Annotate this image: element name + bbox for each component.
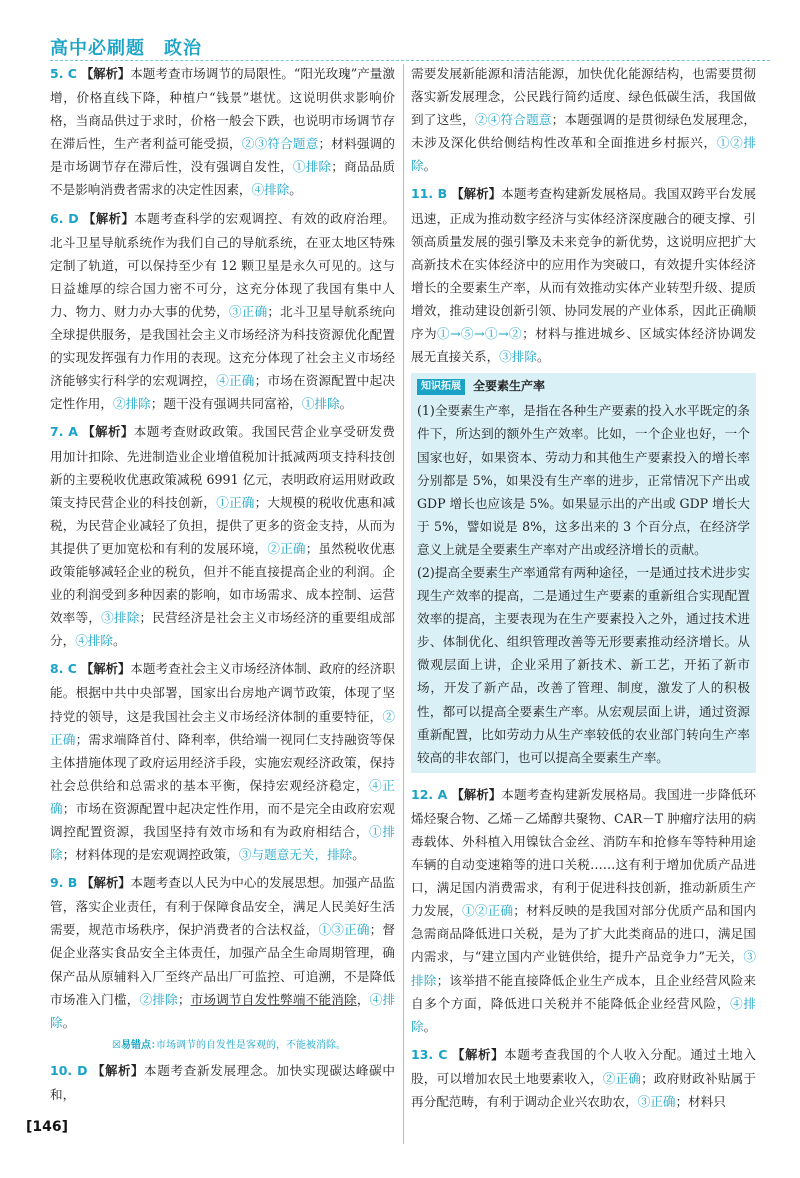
answer-q12 <box>411 783 756 1038</box>
error-prone-note <box>112 1039 395 1053</box>
answer-text: 。 <box>289 182 302 198</box>
verdict-highlight: ④正确 <box>216 373 255 389</box>
answer-text: ；材料反映的是我国对部分优质产品和国内急需商品降低进口关税，是为了扩大此类商品的进口，满足国内需求，与“建立国内产业链供给，提升产品竞争力”无关， <box>411 903 757 965</box>
verdict-highlight: ④排除 <box>50 991 396 1030</box>
verdict-highlight: ③正确 <box>637 1094 676 1110</box>
answer-q6 <box>50 207 395 416</box>
answer-q8 <box>50 657 395 866</box>
answer-q10 <box>50 1059 395 1106</box>
answer-text: ；政府财政补贴属于再分配范畴，有利于调动企业兴农助农， <box>411 1070 757 1110</box>
answer-text: 。 <box>62 1014 76 1030</box>
answer-text: 需要发展新能源和清洁能源，加快优化能源结构，也需要贯彻落实新发展理念，公民践行简约适度、绿色低碳生活，我国做到了这些， <box>411 66 756 128</box>
verdict-highlight: ②正确 <box>602 1070 642 1086</box>
verdict-highlight: ④正确 <box>50 777 396 816</box>
verdict-highlight: ①排除 <box>50 824 396 863</box>
answer-text: ；虽然税收优惠政策能够减轻企业的税负，但并不能直接提高企业的利润。企业的利润受到多种因素的影响，如市场需求、成本控制、运营效率等， <box>50 540 396 626</box>
analysis-tag: 【解析】 <box>451 187 502 202</box>
question-number: 6. D <box>50 210 79 226</box>
knowledge-extension-box <box>411 373 756 773</box>
answer-text: 本题考查我国的个人收入分配。通过土地入股，可以增加农民土地要素收入， <box>411 1046 756 1086</box>
right-column <box>411 62 756 1118</box>
error-prone-badge: ☒易错点： <box>112 1039 161 1051</box>
question-number: 5. C <box>50 66 77 81</box>
answer-text: ；市场在资源配置中起决定性作用，而不是完全由政府宏观调控配置资源，我国坚持有效市场和有为政府相结合， <box>50 800 396 839</box>
analysis-tag: 【解析】 <box>92 1063 144 1078</box>
answer-text: ；本题强调的是贯彻绿色发展理念，未涉及深化供给侧结构性改革和全面推进乡村振兴， <box>411 112 757 151</box>
verdict-highlight: ④排除 <box>75 633 113 649</box>
answer-text: ；题干没有强调共同富裕， <box>150 396 302 412</box>
answer-q7 <box>50 420 395 652</box>
answer-text: ；材料强调的是市场调节存在滞后性，没有强调自发性， <box>50 136 396 175</box>
verdict-highlight: ③与题意无关，排除 <box>238 847 353 863</box>
verdict-highlight: ③排除 <box>101 610 140 626</box>
answer-text: 本题考查科学的宏观调控、有效的政府治理。北斗卫星导航系统作为我们自己的导航系统，在亚太地区特殊定制了轨道，可以保持至少有 12 颗卫星是永久可见的。这与日益雄厚的综合国力密不可分，这充分体现了我国有集中人力、物力、财力办大事的优势， <box>50 210 395 319</box>
page-header <box>50 34 770 61</box>
analysis-tag: 【解析】 <box>452 1047 505 1062</box>
knowledge-paragraph-1: (1)全要素生产率，是指在各种生产要素的投入水平既定的条件下，所达到的额外生产效率。比如，一个企业也好，一个国家也好，如果资本、劳动力和其他生产要素投入的增长率分别都是 5%，如果没有生产率的进步，正常情况下产出或 GDP 增长也应该是 5%。如果显示出的产出或 GDP 增长大于 5%，譬如说是 8%，这多出来的 3 个百分点，在经济学意义上就是全要素生产率对产出或经济增长的贡献。 <box>417 403 750 557</box>
question-number: 13. C <box>411 1046 448 1062</box>
answer-text: ， <box>356 991 370 1007</box>
knowledge-paragraph-2: (2)提高全要素生产率通常有两种途径，一是通过技术进步实现生产效率的提高，二是通过生产要素的重新组合实现配置效率的提高，主要表现为在生产要素投入之外，通过技术进步、体制优化、组织管理改善等无形要素推动经济增长。从微观层面上讲，企业采用了新技术、新工艺，开拓了新市场，开发了新产品，改善了管理、制度，激发了人的积极性，都可以提高全要素生产率。从宏观层面上讲，通过资源重新配置，比如劳动力从生产率较低的农业部门转向生产率较高的非农部门，也可以提高全要素生产率。 <box>417 564 750 765</box>
analysis-tag: 【解析】 <box>83 211 135 226</box>
answer-text: 。 <box>352 847 365 863</box>
answer-text: 本题考查构建新发展格局。我国双跨平台发展迅速，正成为推动数字经济与实体经济深度融合的硬支撑、引领高质量发展的强引擎及未来竞争的新优势，这说明应把扩大高新技术在实体经济中的应用作为突破口，有效提升实体经济增长的全要素生产率，从而有效推动实体产业转型升级、提质增效，推动建设创新引领、协同发展的产业体系，因此正确顺序为 <box>411 186 756 342</box>
analysis-tag: 【解析】 <box>82 425 134 440</box>
verdict-highlight: ③排除 <box>499 349 537 365</box>
answer-q13 <box>411 1043 756 1113</box>
answer-text: ；材料体现的是宏观调控政策， <box>62 847 239 863</box>
answer-text: 。 <box>423 1018 437 1034</box>
verdict-highlight: ①正确 <box>216 494 255 510</box>
column-divider <box>403 64 404 1144</box>
answer-text: ；北斗卫星导航系统向全球提供服务，是我国社会主义市场经济为科技资源优化配置的实现发挥强有力作用的表现。这充分体现了社会主义市场经济能够实行科学的宏观调控， <box>50 303 396 389</box>
answer-text: 。 <box>423 158 437 174</box>
answer-text: 本题考查构建新发展格局。我国进一步降低环烯烃聚合物、乙烯－乙烯醇共聚物、CAR－T 肿瘤疗法用的病毒载体、外科植入用镍钛合金丝、消防车和抢修车等特种用途车辆的自动变速箱等的进口关税……这有利于增加优质产品进口，满足国内消费需求，有利于促进科技创新，推动新质生产力发展， <box>411 786 756 919</box>
question-number: 7. A <box>50 424 78 440</box>
question-number: 8. C <box>50 661 77 677</box>
verdict-highlight: ②排除 <box>112 396 151 412</box>
knowledge-title: 全要素生产率 <box>473 379 546 394</box>
answer-q10-continued <box>411 62 756 177</box>
answer-text: 本题考查社会主义市场经济体制、政府的经济职能。根据中共中央部署，国家出台房地产调节政策，体现了坚持党的领导，这是我国社会主义市场经济体制的重要特征， <box>50 661 395 724</box>
answer-text: 。 <box>339 396 353 412</box>
verdict-highlight: ①③正确 <box>318 922 370 938</box>
verdict-highlight: ②④符合题意 <box>474 112 552 128</box>
left-column <box>50 62 395 1111</box>
verdict-highlight: ②③符合题意 <box>241 136 319 152</box>
analysis-tag: 【解析】 <box>451 787 502 802</box>
analysis-tag: 【解析】 <box>81 876 131 891</box>
verdict-highlight: ①排除 <box>301 396 340 412</box>
verdict-highlight: ①→⑤→①→② <box>437 326 523 342</box>
answer-text: ；商品品质不是影响消费者需求的决定性因素， <box>50 159 396 198</box>
answer-text: ；民营经济是社会主义市场经济的重要组成部分， <box>50 610 396 649</box>
verdict-highlight: ②排除 <box>139 991 178 1007</box>
analysis-tag: 【解析】 <box>81 662 131 677</box>
page-number-value: 146 <box>32 1119 62 1135</box>
knowledge-badge: 知识拓展 <box>417 379 465 395</box>
question-number: 11. B <box>411 186 448 202</box>
answer-text: ；该举措不能直接降低企业生产成本，且企业经营风险来自多个方面，降低进口关税并不能降低企业经营风险， <box>411 972 757 1011</box>
analysis-tag: 【解析】 <box>81 67 131 81</box>
answer-text: ；督促企业落实食品安全主体责任，加强产品全生命周期管理，确保产品从原辅料入厂至终产品出厂可监控、可追溯，不是降低市场准入门槛， <box>50 922 396 1007</box>
answer-text: 本题考查以人民为中心的发展思想。加强产品监管，落实企业责任，有利于保障食品安全，满足人民美好生活需要，规范市场秩序，保护消费者的合法权益， <box>50 875 396 938</box>
underlined-text: 市场调节自发性弊端不能消除 <box>190 991 357 1007</box>
answer-text: ；需求端降首付、降利率，供给端一视同仁支持融资等保主体措施体现了政府运用经济手段，实施宏观经济政策，保持社会总供给和总需求的基本平衡，保持宏观经济稳定， <box>50 731 396 793</box>
verdict-highlight: ④排除 <box>411 995 757 1034</box>
answer-text: ； <box>177 991 191 1007</box>
note-text: 市场调节的自发性是客观的，不能被消除。 <box>156 1039 346 1051</box>
answer-text: 本题考查新发展理念。加快实现碳达峰碳中和， <box>50 1062 395 1102</box>
answer-text: 本题考查财政政策。我国民营企业享受研发费用加计扣除、先进制造业企业增值税加计抵减两项支持科技创新的主要税收优惠政策减税 6991 亿元，表明政府运用财政政策支持民营企业的科技创新， <box>50 424 396 510</box>
answer-q9 <box>50 871 395 1034</box>
verdict-highlight: ②正确 <box>267 540 306 556</box>
question-number: 10. D <box>50 1062 88 1078</box>
verdict-highlight: ③正确 <box>229 303 268 319</box>
answer-q5 <box>50 62 395 202</box>
verdict-highlight: ①②排除 <box>411 135 757 174</box>
page-number: [146] <box>26 1119 69 1135</box>
answer-text: ；材料与推进城乡、区域实体经济协调发展无直接关系， <box>411 326 756 365</box>
knowledge-box-header <box>417 375 750 398</box>
answer-text: ；材料只 <box>675 1094 726 1110</box>
question-number: 9. B <box>50 875 78 891</box>
answer-text: ；大规模的税收优惠和减税，为民营企业减轻了负担，提供了更多的资金支持，从而为其提供了更加宽松和有利的发展环境， <box>50 494 396 556</box>
answer-text: 本题考查市场调节的局限性。“阳光玫瑰”产量激增，价格直线下降，种植户“钱景”堪忧。这说明供求影响价格，当商品供过于求时，价格一般会下跌，也说明市场调节存在滞后性，生产者利益可能受损， <box>50 66 395 152</box>
answer-text: 。 <box>536 349 550 365</box>
verdict-highlight: ①②正确 <box>462 903 514 919</box>
verdict-highlight: ①排除 <box>292 159 332 175</box>
answer-q11 <box>411 182 756 368</box>
question-number: 12. A <box>411 786 448 802</box>
verdict-highlight: ④排除 <box>251 182 290 198</box>
answer-text: ；市场在资源配置中起决定性作用， <box>50 373 396 412</box>
book-title: 高中必刷题 政治 <box>50 38 202 59</box>
answer-text: 。 <box>112 633 126 649</box>
verdict-highlight: ②正确 <box>50 708 395 747</box>
verdict-highlight: ③排除 <box>411 949 756 988</box>
